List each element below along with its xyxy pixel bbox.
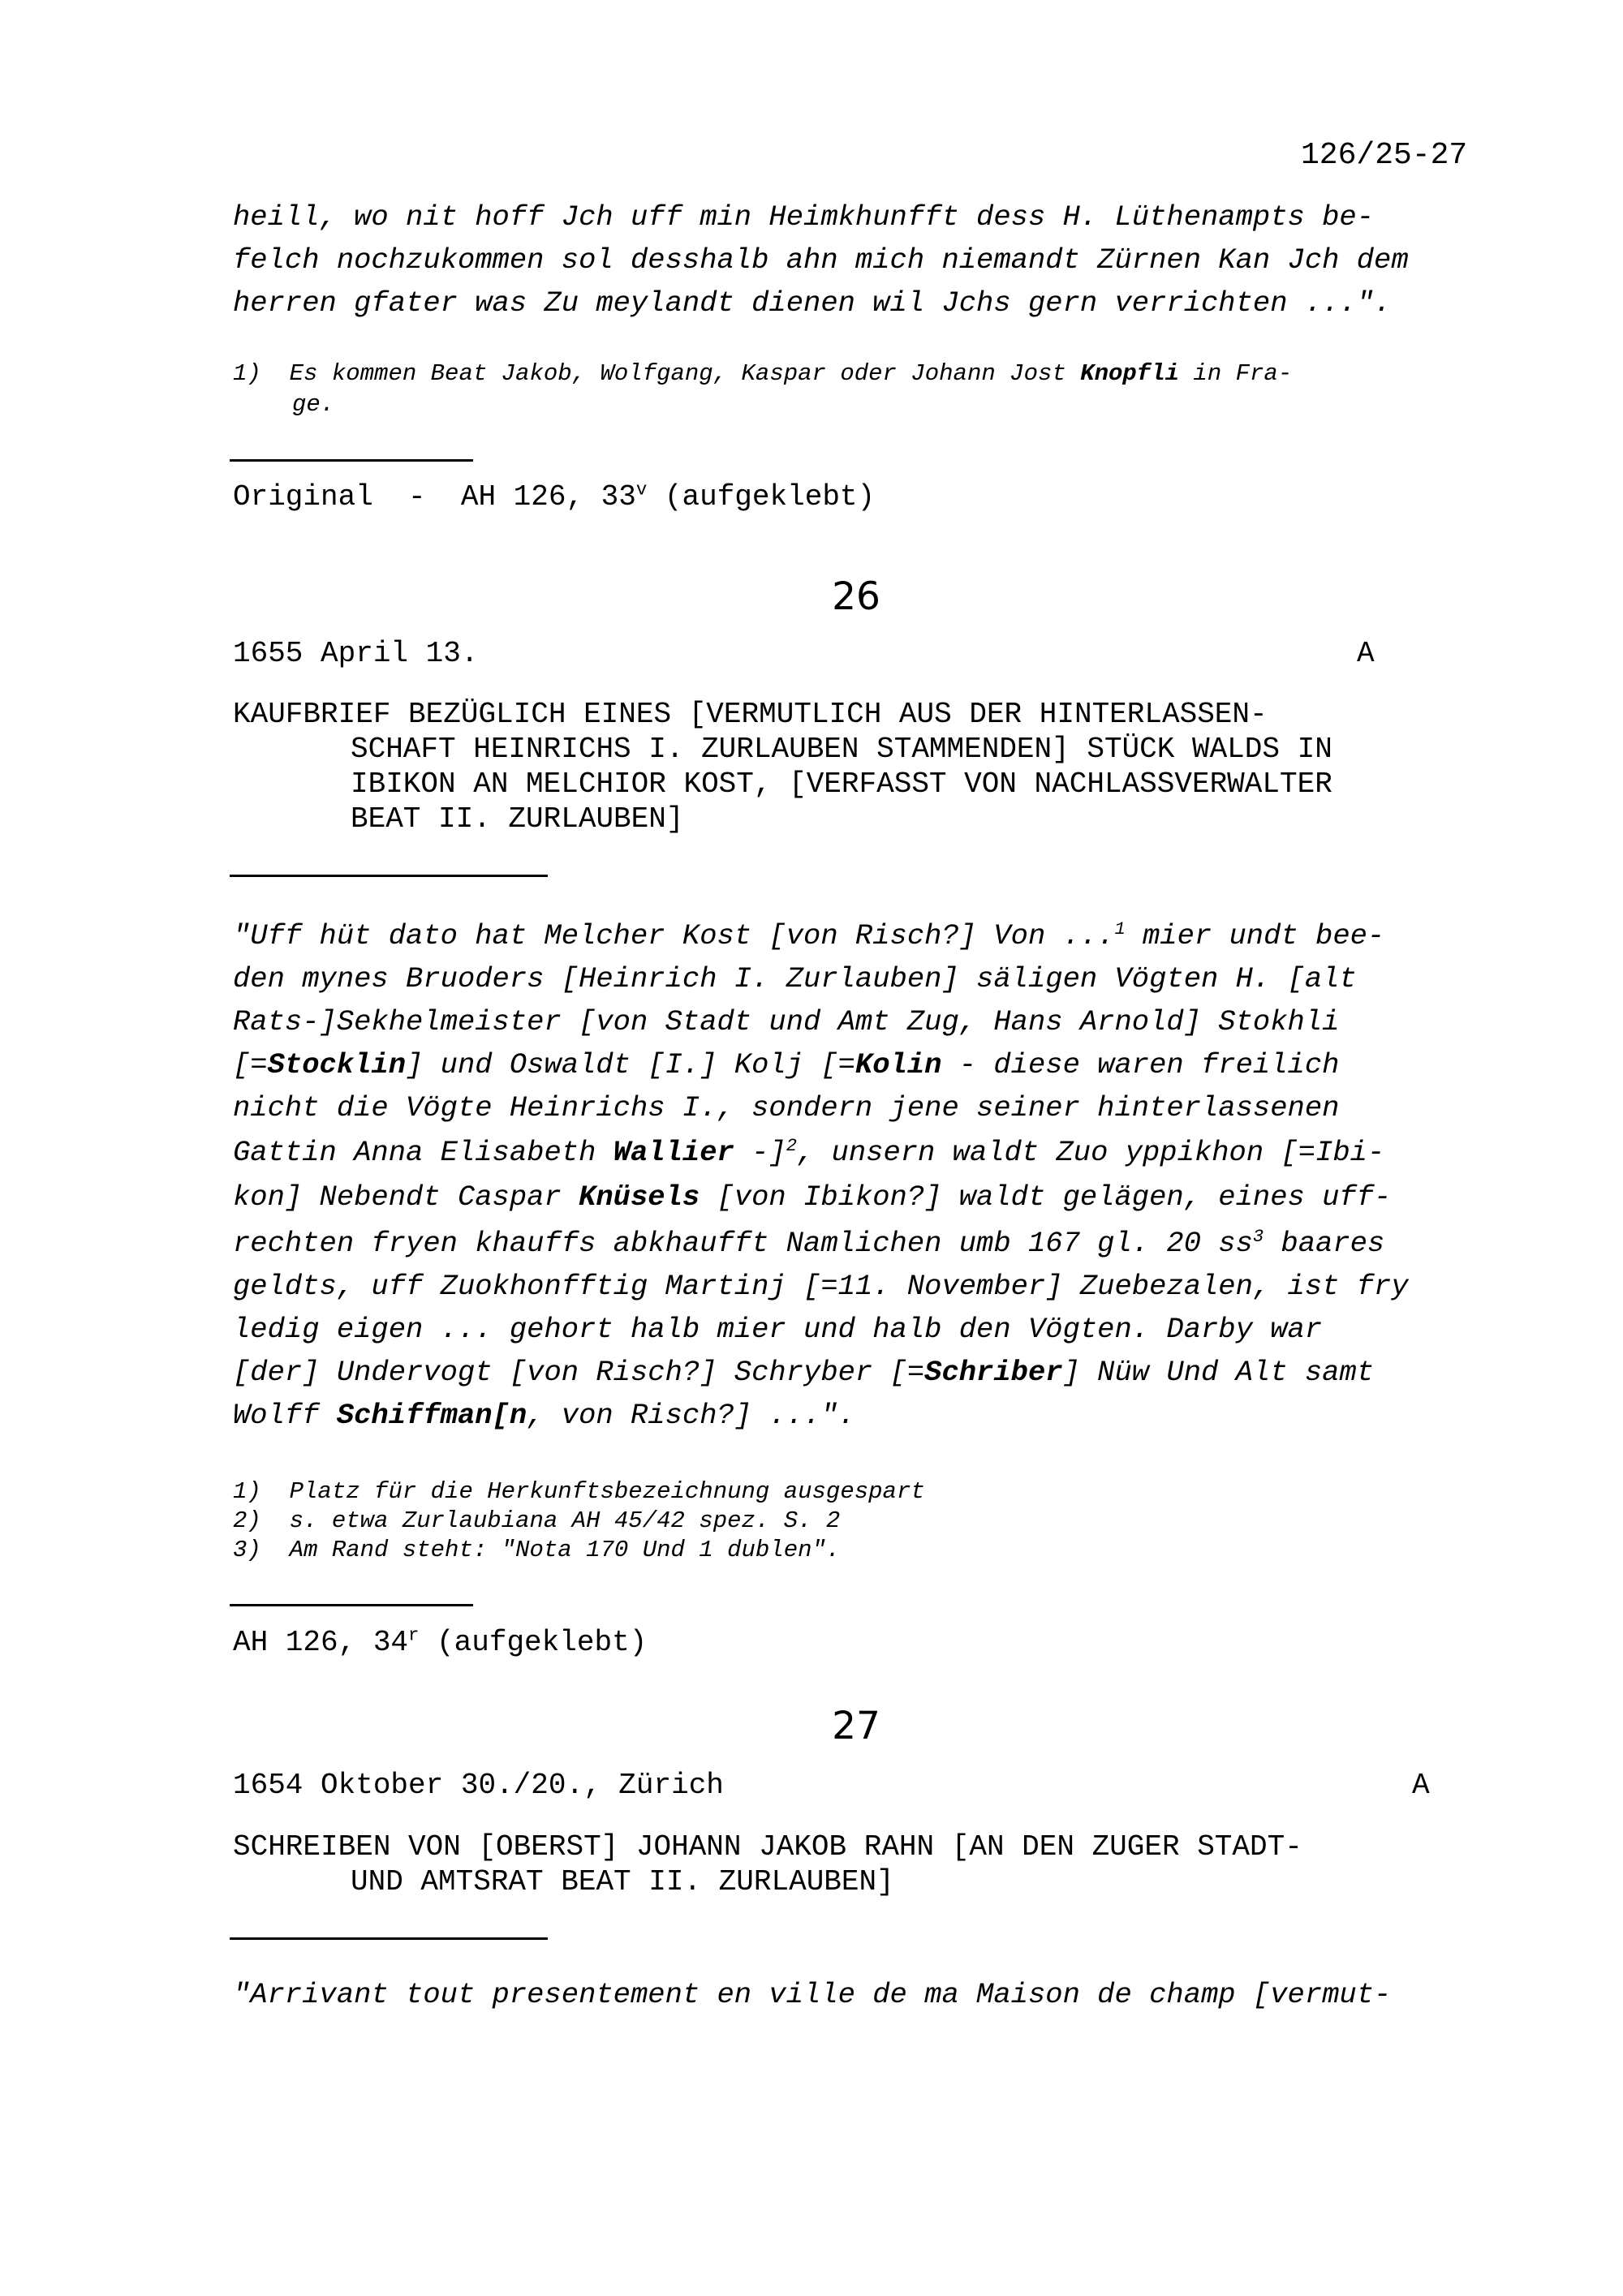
text-line: rechten fryen khauffs abkhaufft Namlichen umb 167 gl. 20 $ss^3$ baares bbox=[233, 1226, 1385, 1260]
text-line: kon] Nebendt Caspar Knüsels [von Ibikon?] waldt gelägen, eines uff- bbox=[233, 1180, 1392, 1214]
text-line: "Uff hüt dato hat Melcher Kost [von Risch?] Von ...$^1$ mier undt bee- bbox=[233, 918, 1385, 952]
document-title-line: SCHAFT HEINRICHS I. ZURLAUBEN STAMMENDEN] STÜCK WALDS IN bbox=[351, 733, 1332, 766]
text-line: herren gfater was Zu meylandt dienen wil Jchs gern verrichten ...". bbox=[233, 286, 1392, 320]
document-mark: A bbox=[1357, 637, 1375, 670]
name-bold: Schiffman[n bbox=[336, 1399, 527, 1432]
document-title-line: SCHREIBEN VON [OBERST] JOHANN JAKOB RAHN [AN DEN ZUGER STADT- bbox=[233, 1830, 1302, 1864]
document-date: 1655 April 13. bbox=[233, 637, 479, 670]
document-title-line: BEAT II. ZURLAUBEN] bbox=[351, 802, 684, 836]
source-folio-side: v bbox=[635, 479, 648, 501]
footnote-text: in Fra- bbox=[1179, 360, 1293, 387]
footnote-continuation: ge. bbox=[292, 391, 335, 418]
name-bold: Schriber bbox=[924, 1356, 1063, 1389]
document-title-line: UND AMTSRAT BEAT II. ZURLAUBEN] bbox=[351, 1865, 894, 1898]
text-line: [=Stocklin] und Oswaldt [I.] Kolj [=Kolin - diese waren freilich bbox=[233, 1048, 1340, 1081]
source-folio-side: r bbox=[408, 1624, 420, 1646]
footnote-bold-name: Knopfli bbox=[1080, 360, 1180, 387]
source-reference: AH 126, 34$^r$ (aufgeklebt) bbox=[233, 1624, 648, 1659]
document-number: 26 bbox=[832, 574, 880, 619]
page-reference: 126/25-27 bbox=[1301, 138, 1468, 173]
text-line: "Arrivant tout presentement en ville de ma Maison de champ [vermut- bbox=[233, 1978, 1392, 2011]
text-line: [der] Undervogt [von Risch?] Schryber [=Schriber] Nüw Und Alt samt bbox=[233, 1356, 1375, 1389]
footnote-ref: 1 bbox=[1114, 918, 1126, 939]
footnote bbox=[233, 360, 1292, 387]
document-title-line: KAUFBRIEF BEZÜGLICH EINES [VERMUTLICH AUS DER HINTERLASSEN- bbox=[233, 698, 1268, 731]
footnote-ref: 3 bbox=[1252, 1226, 1264, 1247]
text-line: Rats-]Sekhelmeister [von Stadt und Amt Zug, Hans Arnold] Stokhli bbox=[233, 1005, 1340, 1038]
name-bold: Kolin bbox=[855, 1048, 942, 1081]
footnote: 1) Platz für die Herkunftsbezeichnung ausgespart bbox=[233, 1478, 925, 1505]
text-line: nicht die Vögte Heinrichs I., sondern jene seiner hinterlassenen bbox=[233, 1091, 1340, 1124]
name-bold: Knüsels bbox=[579, 1180, 700, 1214]
source-text: Original - AH 126, 33 bbox=[233, 480, 636, 514]
text-line: Wolff Schiffman[n, von Risch?] ...". bbox=[233, 1399, 855, 1432]
footnote-text: Es kommen Beat Jakob, Wolfgang, Kaspar oder Johann Jost bbox=[289, 360, 1081, 387]
document-date: 1654 Oktober 30./20., Zürich bbox=[233, 1769, 724, 1802]
footnote-marker: 1) bbox=[233, 360, 261, 387]
divider bbox=[230, 875, 548, 877]
footnote-ref: 2 bbox=[786, 1135, 797, 1156]
divider bbox=[230, 459, 473, 462]
text-line: ledig eigen ... gehort halb mier und halb den Vögten. Darby war bbox=[233, 1313, 1323, 1346]
text-line: geldts, uff Zuokhonfftig Martinj [=11. November] Zuebezalen, ist fry bbox=[233, 1270, 1409, 1303]
text-line: Gattin Anna Elisabeth Wallier -]$^2$, unsern waldt Zuo yppikhon [=Ibi- bbox=[233, 1135, 1385, 1169]
footnote: 2) s. etwa Zurlaubiana AH 45/42 spez. S. 2 bbox=[233, 1507, 841, 1534]
text-line: felch nochzukommen sol desshalb ahn mich niemandt Zürnen Kan Jch dem bbox=[233, 243, 1409, 277]
divider bbox=[230, 1937, 548, 1940]
source-note: (aufgeklebt) bbox=[647, 480, 876, 514]
text-line: heill, wo nit hoff Jch uff min Heimkhunfft dess H. Lüthenampts be- bbox=[233, 200, 1375, 234]
name-bold: Wallier bbox=[613, 1136, 734, 1169]
name-bold: Stocklin bbox=[267, 1048, 407, 1081]
text-line: den mynes Bruoders [Heinrich I. Zurlauben] säligen Vögten H. [alt bbox=[233, 962, 1357, 995]
document-mark: A bbox=[1412, 1769, 1430, 1802]
footnote: 3) Am Rand steht: "Nota 170 Und 1 dublen". bbox=[233, 1537, 841, 1563]
divider bbox=[230, 1604, 473, 1606]
source-reference bbox=[233, 480, 875, 514]
document-number: 27 bbox=[832, 1704, 880, 1748]
document-title-line: IBIKON AN MELCHIOR KOST, [VERFASST VON NACHLASSVERWALTER bbox=[351, 767, 1332, 801]
